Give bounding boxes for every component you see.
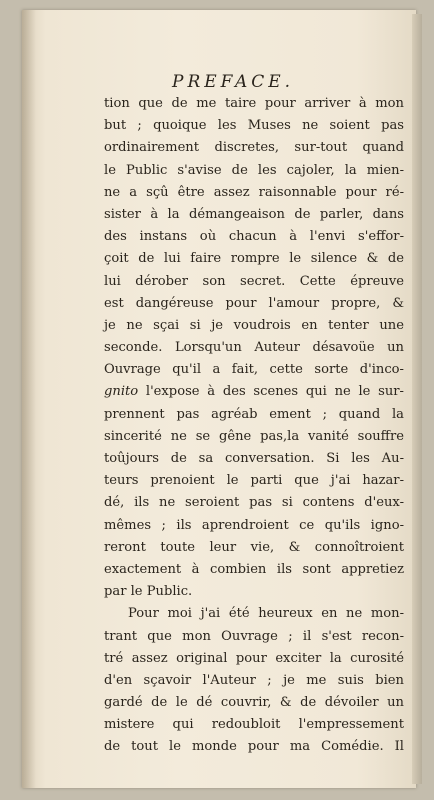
text-line: mistere qui redoubloit l'empressement (104, 717, 404, 733)
text-line: tion que de me taire pour arriver à mon (104, 96, 404, 111)
text-line-rest: l'expose à des scenes qui ne le sur- (138, 384, 404, 400)
text-line: de tout le monde pour ma Comédie. Il (104, 739, 404, 755)
text-line: par le Public. (104, 584, 193, 600)
text-line: gardé de le dé couvrir, & de dévoiler un (104, 695, 404, 711)
text-line: ordinairement discretes, sur-tout quand (104, 140, 404, 156)
text-line: toûjours de sa conversation. Si les Au- (104, 451, 404, 466)
text-line: d'en sçavoir l'Auteur ; je me suis bien (104, 672, 404, 688)
text-line: le Public s'avise de les cajoler, la mien- (104, 162, 404, 178)
text-line: lui dérober son secret. Cette épreuve (104, 273, 404, 289)
text-line: est dangéreuse pour l'amour propre, & (104, 295, 404, 311)
text-line: reront toute leur vie, & connoîtroient (104, 539, 404, 555)
text-line: mêmes ; ils aprendroient ce qu'ils igno- (104, 517, 404, 533)
text-line: but ; quoique les Muses ne soient pas (104, 118, 404, 134)
text-line: Ouvrage qu'il a fait, cette sorte d'inco- (104, 362, 404, 378)
text-line: sincerité ne se gêne pas,la vanité souffre (104, 428, 404, 444)
running-head: PREFACE. (172, 72, 295, 92)
text-line: teurs prenoient le parti que j'ai hazar- (104, 473, 404, 489)
text-line: je ne sçai si je voudrois en tenter une (104, 317, 404, 333)
text-line: Pour moi j'ai été heureux en ne mon- (128, 606, 404, 622)
page-edge (412, 14, 422, 784)
text-line: ne a sçû être assez raisonnable pour ré- (104, 184, 404, 200)
text-line: prennent pas agréab ement ; quand la (104, 406, 404, 422)
gutter-shadow (22, 10, 36, 788)
text-line: sister à la démangeaison de parler, dans (104, 206, 404, 222)
body-text (104, 93, 404, 759)
text-line: des instans où chacun à l'envi s'effor- (104, 229, 404, 245)
text-line: exactement à combien ils sont appretiez (104, 561, 404, 577)
text-line: tré assez original pour exciter la curosité (104, 650, 404, 666)
text-line: dé, ils ne seroient pas si contens d'eux- (104, 495, 404, 511)
text-line: trant que mon Ouvrage ; il s'est recon- (104, 628, 404, 644)
italic-word: gnito (104, 384, 139, 400)
text-line (104, 381, 404, 403)
text-line: çoit de lui faire rompre le silence & de (104, 251, 404, 267)
text-line: seconde. Lorsqu'un Auteur désavoüe un (104, 340, 404, 356)
